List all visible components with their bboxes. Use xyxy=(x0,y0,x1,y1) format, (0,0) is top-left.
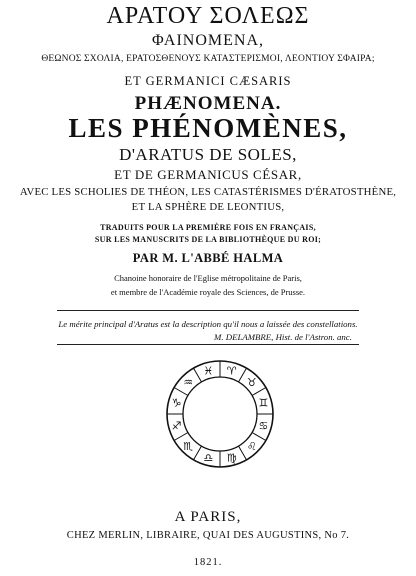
epigraph: Le mérite principal d'Aratus est la description qu'il nous a laissée des constellations. xyxy=(58,319,358,329)
top-divider xyxy=(57,310,359,311)
sphere-line: ET LA SPHÈRE DE LEONTIUS, xyxy=(131,201,285,213)
germanici-line: ET GERMANICI CÆSARIS xyxy=(124,74,292,88)
sign-divider xyxy=(239,446,247,460)
author-line: PAR M. L'ABBÉ HALMA xyxy=(132,251,284,265)
zodiac-sign: ♓ xyxy=(203,364,214,378)
epigraph-attribution: M. DELAMBRE, Hist. de l'Astron. anc. xyxy=(214,332,352,342)
greek-subtitle: ΦΑΙΝΟΜΕΝΑ, xyxy=(151,32,265,49)
zodiac-sign: ♒ xyxy=(183,376,194,390)
zodiac-sign: ♉ xyxy=(246,376,257,390)
greek-title: ΑΡΑΤΟΥ ΣΟΛΕΩΣ xyxy=(106,3,310,29)
zodiac-sign: ♌ xyxy=(246,439,257,453)
phaenomena-line: PHÆNOMENA. xyxy=(134,93,282,114)
zodiac-sign: ♋ xyxy=(258,419,269,433)
translated-line: TRADUITS POUR LA PREMIÈRE FOIS EN FRANÇAIS, xyxy=(100,223,316,232)
sign-divider xyxy=(194,446,202,460)
french-title: LES PHÉNOMÈNES, xyxy=(68,113,348,143)
bottom-divider xyxy=(57,344,359,345)
chanoine-line: Chanoine honoraire de l'Eglise métropolitaine de Paris, xyxy=(114,273,302,283)
publisher-line: CHEZ MERLIN, LIBRAIRE, QUAI DES AUGUSTINS, No 7. xyxy=(66,530,350,541)
daratus-line: D'ARATUS DE SOLES, xyxy=(119,145,297,164)
manuscripts-line: SUR LES MANUSCRITS DE LA BIBLIOTHÈQUE DU ROI; xyxy=(94,235,322,244)
zodiac-signs xyxy=(172,365,269,465)
zodiac-sign: ♊ xyxy=(258,396,269,410)
sign-divider xyxy=(239,368,247,382)
zodiac-sign: ♐ xyxy=(171,419,182,433)
membre-line: et membre de l'Académie royale des Sciences, de Prusse. xyxy=(110,287,306,297)
zodiac-sign: ♈ xyxy=(226,364,237,378)
scholies-line: AVEC LES SCHOLIES DE THÉON, LES CATASTÉRISMES D'ÉRATOSTHÈNE, xyxy=(19,186,397,198)
zodiac-sign: ♍ xyxy=(226,451,237,465)
zodiac-sign: ♑ xyxy=(171,396,182,410)
zodiac-sign: ♎ xyxy=(203,451,214,465)
zodiac-wheel xyxy=(165,359,275,469)
zodiac-sign: ♏ xyxy=(183,439,194,453)
germanicus-line: ET DE GERMANICUS CÉSAR, xyxy=(114,167,302,182)
year-line: 1821. xyxy=(193,557,223,568)
sign-divider xyxy=(194,368,202,382)
place-line: A PARIS, xyxy=(174,509,242,525)
greek-contents: ΘΕΩΝΟΣ ΣΧΟΛΙΑ, ΕΡΑΤΟΣΘΕΝΟΥΣ ΚΑΤΑΣΤΕΡΙΣΜΟΙ, ΛΕΟΝΤΙΟΥ ΣΦΑΙΡΑ; xyxy=(41,54,375,64)
